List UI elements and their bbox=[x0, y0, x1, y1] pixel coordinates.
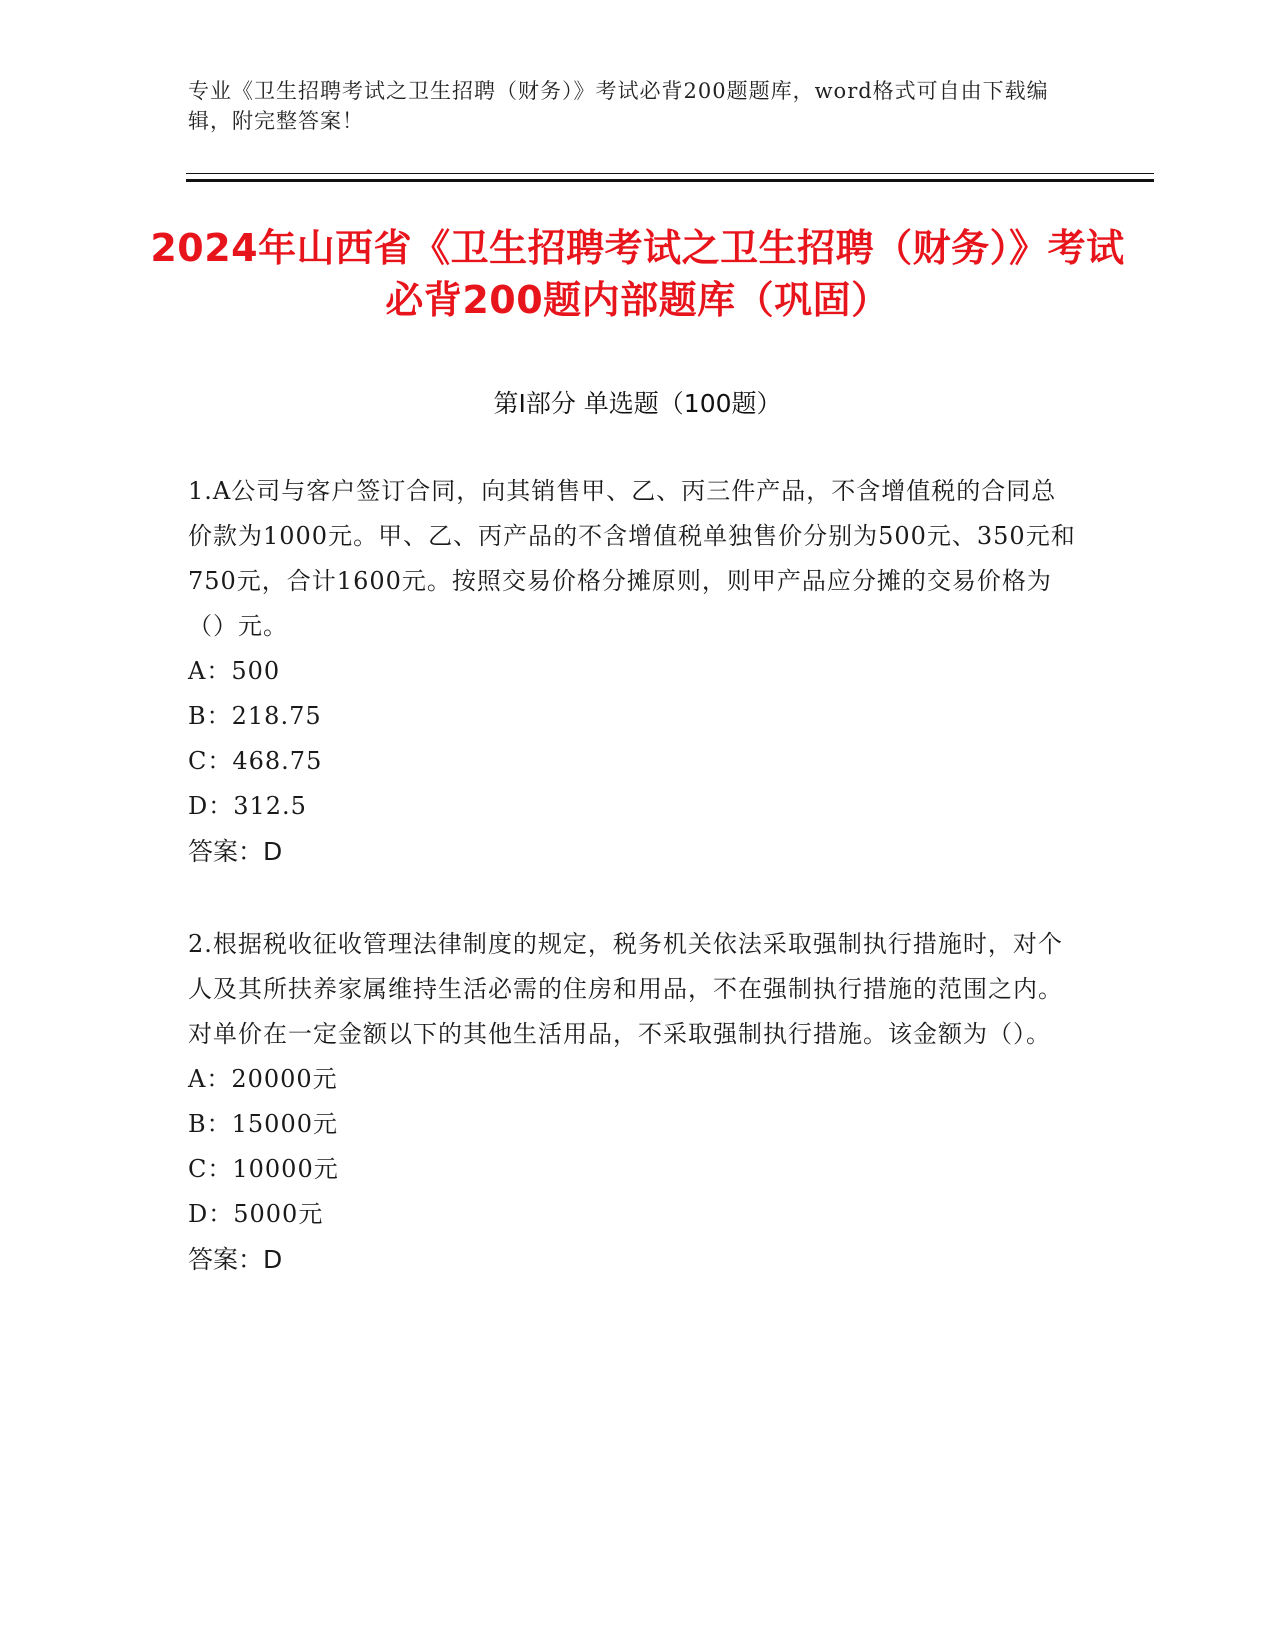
option-a: A：20000元 bbox=[188, 1065, 338, 1093]
option-a: A：500 bbox=[188, 657, 281, 685]
question-1 bbox=[188, 469, 1078, 874]
option-b: B：218.75 bbox=[188, 702, 322, 730]
question-stem: 2.根据税收征收管理法律制度的规定，税务机关依法采取强制执行措施时，对个人及其所扶养家属维持生活必需的住房和用品，不在强制执行措施的范围之内。对单价在一定金额以下的其他生活用品，不采取强制执行措施。该金额为（）。 bbox=[188, 930, 1063, 1048]
option-c: C：468.75 bbox=[188, 747, 323, 775]
option-c: C：10000元 bbox=[188, 1155, 339, 1183]
answer-label: 答案：D bbox=[188, 1245, 283, 1274]
option-b: B：15000元 bbox=[188, 1110, 338, 1138]
option-d: D：5000元 bbox=[188, 1200, 324, 1228]
header-divider-thick bbox=[186, 179, 1154, 182]
section-title: 第Ⅰ部分 单选题（100题） bbox=[493, 389, 782, 418]
answer-label: 答案：D bbox=[188, 837, 283, 866]
document-title: 2024年山西省《卫生招聘考试之卫生招聘（财务）》考试必背200题内部题库（巩固） bbox=[150, 226, 1125, 322]
question-2 bbox=[188, 922, 1078, 1282]
header-divider-thin bbox=[186, 173, 1154, 174]
header-note: 专业《卫生招聘考试之卫生招聘（财务）》考试必背200题题库，word格式可自由下载编辑，附完整答案！ bbox=[188, 79, 1049, 133]
option-d: D：312.5 bbox=[188, 792, 307, 820]
question-stem: 1.A公司与客户签订合同，向其销售甲、乙、丙三件产品，不含增值税的合同总价款为1000元。甲、乙、丙产品的不含增值税单独售价分别为500元、350元和750元，合计1600元。按照交易价格分摊原则，则甲产品应分摊的交易价格为（）元。 bbox=[188, 477, 1076, 640]
